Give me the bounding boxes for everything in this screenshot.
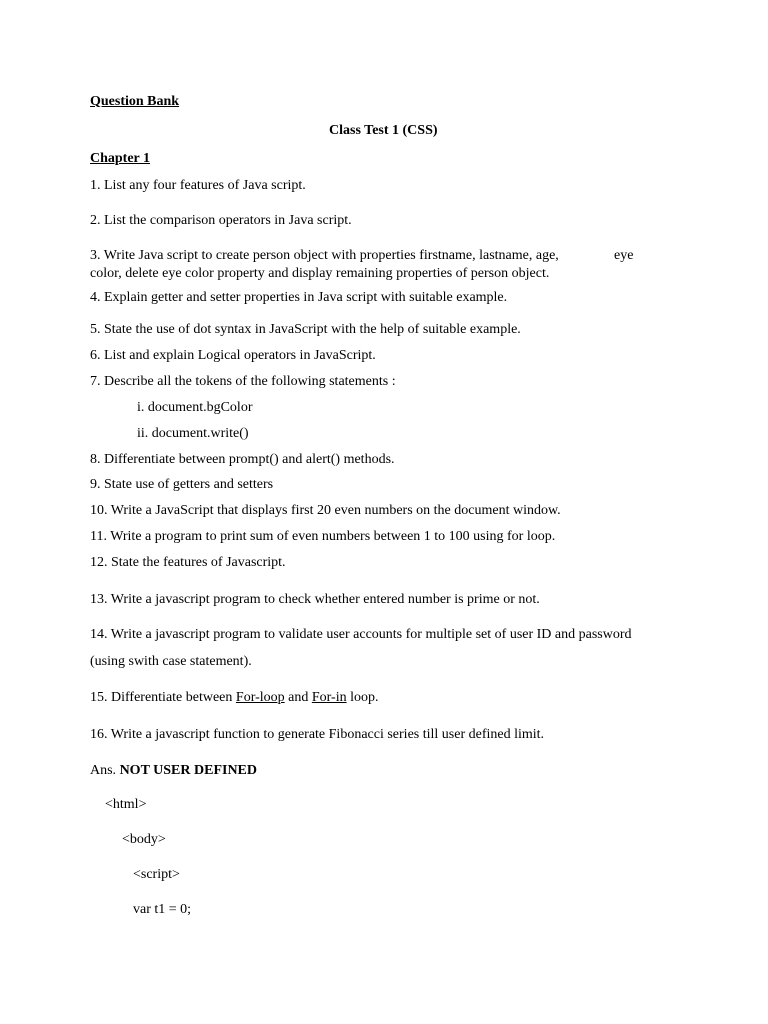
document-heading: Question Bank	[90, 94, 180, 109]
question-14-line-1: 14. Write a javascript program to validate user accounts for multiple set of user ID and password	[90, 627, 632, 642]
question-4: 4. Explain getter and setter properties in Java script with suitable example.	[90, 290, 508, 305]
question-5: 5. State the use of dot syntax in JavaScript with the help of suitable example.	[90, 322, 521, 337]
question-11: 11. Write a program to print sum of even numbers between 1 to 100 using for loop.	[90, 529, 556, 544]
chapter-heading: Chapter 1	[90, 151, 151, 166]
document-subheading: Class Test 1 (CSS)	[329, 123, 438, 138]
question-15-suffix: loop.	[346, 690, 379, 705]
question-7: 7. Describe all the tokens of the following statements :	[90, 374, 396, 389]
question-8: 8. Differentiate between prompt() and alert() methods.	[90, 452, 395, 467]
question-3-line-2: color, delete eye color property and display remaining properties of person object.	[90, 266, 550, 281]
question-13: 13. Write a javascript program to check whether entered number is prime or not.	[90, 592, 540, 607]
question-1: 1. List any four features of Java script.	[90, 178, 306, 193]
question-16: 16. Write a javascript function to generate Fibonacci series till user defined limit.	[90, 727, 545, 742]
answer-line	[90, 763, 257, 779]
question-10: 10. Write a JavaScript that displays first 20 even numbers on the document window.	[90, 503, 561, 518]
question-15-for-in: For-in	[311, 690, 347, 705]
question-3-line-1-tail: eye	[614, 248, 634, 263]
question-15	[90, 690, 378, 706]
code-line-4: var t1 = 0;	[133, 902, 192, 917]
question-7-item-i: i. document.bgColor	[137, 400, 253, 415]
question-6: 6. List and explain Logical operators in JavaScript.	[90, 348, 376, 363]
question-2: 2. List the comparison operators in Java script.	[90, 213, 352, 228]
answer-bold: NOT USER DEFINED	[119, 763, 257, 778]
code-line-1: <html>	[105, 797, 147, 812]
question-14-line-2: (using swith case statement).	[90, 654, 252, 669]
code-line-3: <script>	[133, 867, 180, 882]
question-12: 12. State the features of Javascript.	[90, 555, 286, 570]
question-9: 9. State use of getters and setters	[90, 477, 274, 492]
question-15-for-loop: For-loop	[235, 690, 285, 705]
question-7-item-ii: ii. document.write()	[137, 426, 249, 441]
question-15-prefix: 15. Differentiate between	[90, 690, 236, 705]
code-line-2: <body>	[122, 832, 166, 847]
question-15-and: and	[284, 690, 312, 705]
question-3-line-1: 3. Write Java script to create person object with properties firstname, lastname, age,	[90, 248, 559, 263]
answer-prefix: Ans.	[90, 763, 120, 778]
